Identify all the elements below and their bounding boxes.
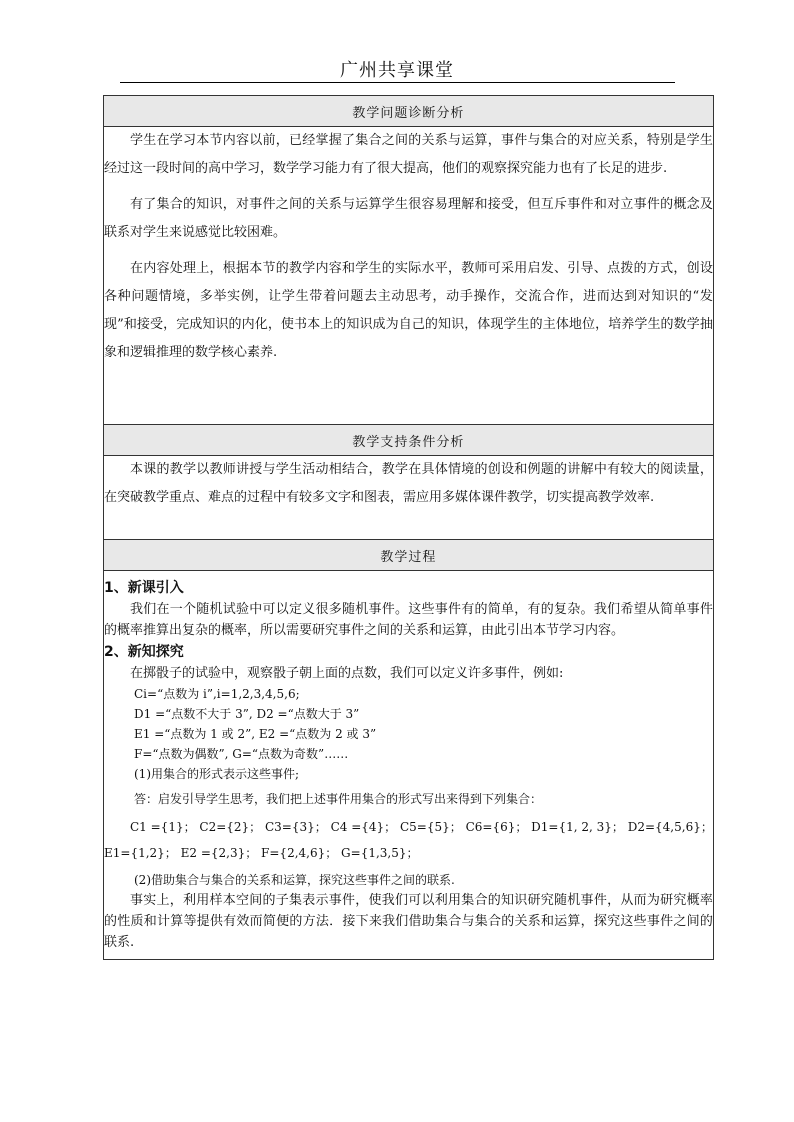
section-header-row [104, 96, 714, 127]
heading-intro: 1、新课引入 [104, 580, 184, 596]
section-body-row [104, 127, 714, 425]
question-1: (1)用集合的形式表示这些事件; [134, 767, 300, 781]
page-header-title: 广州共享课堂 [340, 60, 454, 81]
section-title-process: 教学过程 [104, 540, 714, 571]
answer-text: 答：启发引导学生思考，我们把上述事件用集合的形式写出来得到下列集合： [134, 792, 543, 806]
paragraph: 本课的教学以教师讲授与学生活动相结合，教学在具体情境的创设和例题的讲解中有较大的阅读量，在突破教学重点、难点的过程中有较多文字和图表，需应用多媒体课件教学，切实提高教学效率. [104, 462, 713, 505]
heading-explore: 2、新知探究 [104, 644, 184, 660]
section-header-row [104, 425, 714, 456]
event-definition: Ci=“点数为 i”,i=1,2,3,4,5,6; [134, 687, 300, 701]
closing-paragraph: 事实上，利用样本空间的子集表示事件，使我们可以利用集合的知识研究随机事件，从而为研究概率的性质和计算等提供有效而简便的方法．接下来我们借助集合与集合的关系和运算，探究这些事件之间的联系. [104, 893, 713, 950]
sets-line: C1 ={1}； C2={2}； C3={3}； C4 ={4}； C5={5}； C6={6}； D1={1, 2, 3}； D2={4,5,6}； [130, 820, 713, 834]
section-body-row [104, 456, 714, 540]
section-body-process [104, 571, 714, 960]
event-definition: E1 =“点数为 1 或 2”, E2 =“点数为 2 或 3” [134, 727, 377, 741]
paragraph: 有了集合的知识，对事件之间的关系与运算学生很容易理解和接受，但互斥事件和对立事件的概念及联系对学生来说感觉比较困难。 [104, 197, 713, 240]
section-title-diagnosis: 教学问题诊断分析 [104, 96, 714, 127]
section-body-row [104, 571, 714, 960]
header-divider [120, 82, 675, 83]
section-title-support: 教学支持条件分析 [104, 425, 714, 456]
event-definition: D1 =“点数不大于 3”, D2 =“点数大于 3” [134, 707, 360, 721]
lesson-plan-table [103, 95, 714, 960]
section-header-row [104, 540, 714, 571]
intro-paragraph: 我们在一个随机试验中可以定义很多随机事件。这些事件有的简单，有的复杂。我们希望从简单事件的概率推算出复杂的概率，所以需要研究事件之间的关系和运算，由此引出本节学习内容。 [104, 602, 713, 638]
event-definition: F=“点数为偶数”, G=“点数为奇数”…… [134, 747, 349, 761]
section-body-diagnosis [104, 127, 714, 425]
paragraph: 学生在学习本节内容以前，已经掌握了集合之间的关系与运算，事件与集合的对应关系，特别是学生经过这一段时间的高中学习，数学学习能力有了很大提高，他们的观察探究能力也有了长足的进步. [104, 133, 713, 176]
sets-line: E1={1,2}； E2 ={2,3}； F={2,4,6}； G={1,3,5}； [104, 846, 419, 860]
question-2: (2)借助集合与集合的关系和运算，探究这些事件之间的联系. [134, 873, 455, 887]
paragraph: 在内容处理上，根据本节的教学内容和学生的实际水平，教师可采用启发、引导、点拨的方式，创设各种问题情境，多举实例，让学生带着问题去主动思考，动手操作，交流合作，进而达到对知识的“发现”和接受，完成知识的内化，使书本上的知识成为自己的知识，体现学生的主体地位，培养学生的数学抽象和逻辑推理的数学核心素养. [104, 261, 713, 360]
section-body-support [104, 456, 714, 540]
explore-lead: 在掷骰子的试验中，观察骰子朝上面的点数，我们可以定义许多事件，例如: [130, 666, 564, 681]
